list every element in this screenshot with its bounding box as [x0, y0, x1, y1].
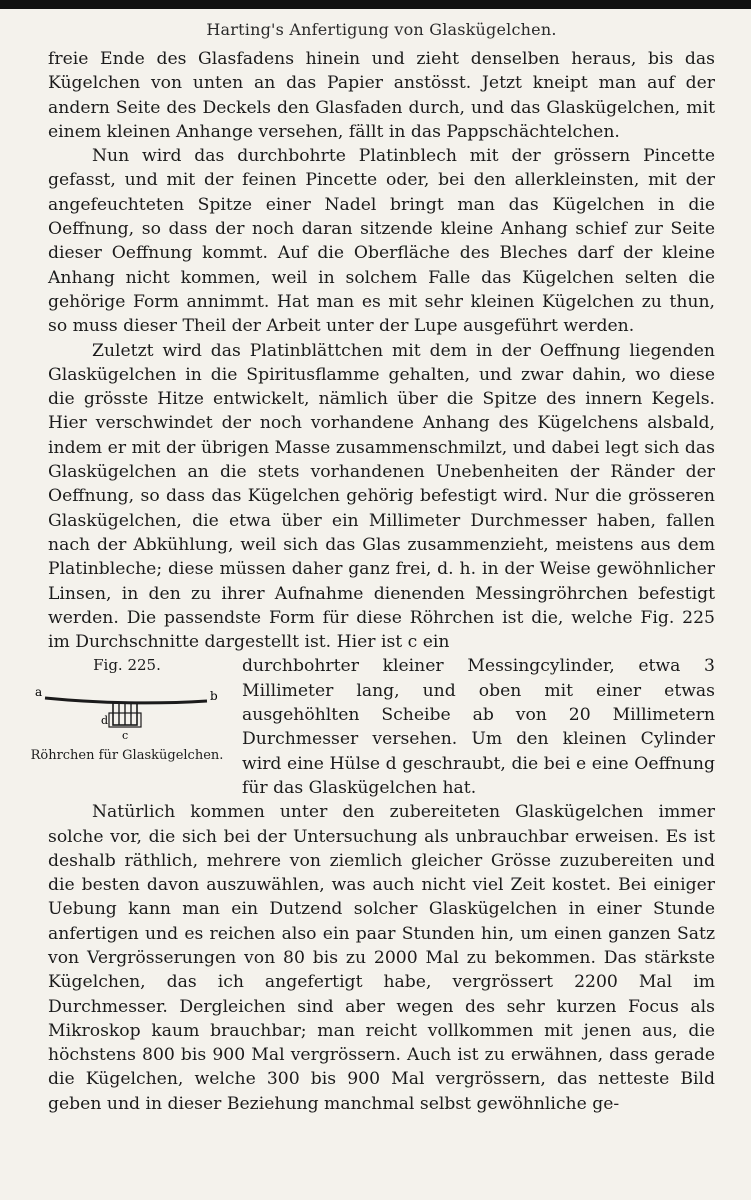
paragraph-3: Zuletzt wird das Platinblättchen mit dem in der Oeffnung liegenden Glaskügelchen in die Spiritusflamme gehalten, und zwar dahin, wo diese die grösste Hitze entwickelt, nämlich über die Spitze des innern Kegels. Hier verschwindet der noch vorhandene Anhang des Kügelchens alsbald, indem er mit der übrigen Masse zusammenschmilzt, und dabei legt sich das Glaskügelchen an die stets vorhandenen Unebenheiten der Ränder der Oeffnung, so dass das Kügelchen gehörig befestigt wird. Nur die grösseren Glaskügelchen, die etwa über ein Millimeter Durchmesser haben, fallen nach der Abkühlung, weil sich das Glas zusammenzieht, meistens aus dem Platinbleche; diese müssen daher ganz frei, d. h. in der Weise gewöhnlicher Linsen, in den zu ihrer Aufnahme dienenden Messingröhrchen befestigt werden. Die passendste Form für diese Röhrchen ist die, welche Fig. 225 im Durchschnitte dargestellt ist. Hier ist c ein — [48, 340, 715, 653]
figure-225-block — [30, 654, 715, 800]
paragraph-1: freie Ende des Glasfadens hinein und zieht denselben heraus, bis das Kügelchen von unten an das Papier anstösst. Jetzt kneipt man auf der andern Seite des Deckels den Glasfaden durch, und das Glaskügelchen, mit einem kleinen Anhange versehen, fällt in das Pappschächtelchen. — [48, 49, 715, 142]
disc-ab — [45, 698, 207, 703]
label-c: c — [122, 729, 129, 743]
paragraph-4: Natürlich kommen unter den zubereiteten Glaskügelchen immer solche vor, die sich bei der Untersuchung als unbrauchbar erweisen. Es ist deshalb räthlich, mehrere von ziemlich gleicher Grösse zuzubereiten und die besten davon auszuwählen, was auch nicht viel Zeit kostet. Bei einiger Uebung kann man ein Dutzend solcher Glaskügelchen in einer Stunde anfertigen und es reichen also ein paar Stunden hin, um einen ganzen Satz von Vergrösserungen von 80 bis zu 2000 Mal zu bekommen. Das stärkste Kügelchen, das ich angefertigt habe, vergrössert 2200 Mal im Durchmesser. Dergleichen sind aber wegen des sehr kurzen Focus als Mikroskop kaum brauchbar; man reicht vollkommen mit jenen aus, die höchstens 800 bis 900 Mal vergrössern. Auch ist zu erwähnen, dass gerade die Kügelchen, welche 300 bis 900 Mal vergrössern, das netteste Bild geben und in dieser Beziehung manchmal selbst gewöhnliche ge- — [48, 802, 715, 1114]
label-b: b — [210, 689, 218, 704]
figure-title: Fig. 225. — [93, 656, 161, 675]
figure-caption: Röhrchen für Glaskügelchen. — [30, 748, 224, 764]
figure-side-text — [242, 654, 715, 800]
paragraph-3-continued: durchbohrter kleiner Messingcylinder, etwa 3 Millimeter lang, und oben mit einer etwas ausgehöhlten Scheibe ab von 20 Millimetern Durchmesser versehen. Um den kleinen Cylinder wird eine Hülse d geschraubt, die bei e eine Oeffnung für das Glaskügelchen hat. — [242, 656, 715, 798]
figure-225-drawing — [27, 680, 227, 742]
label-a: a — [35, 685, 43, 700]
label-d: d — [101, 714, 109, 728]
paragraph-2: Nun wird das durchbohrte Platinblech mit der grössern Pincette gefasst, und mit der feinen Pincette oder, bei den allerkleinsten, mit der angefeuchteten Spitze einer Nadel bringt man das Kügelchen in die Oeffnung, so dass der noch daran sitzende kleine Anhang schief zur Seite dieser Oeffnung kommt. Auf die Oberfläche des Bleches darf der kleine Anhang nicht kommen, weil in solchem Falle das Kügelchen selten die gehörige Form annimmt. Hat man es mit sehr kleinen Kügelchen zu thun, so muss dieser Theil der Arbeit unter der Lupe ausgeführt werden. — [48, 146, 715, 337]
figure-225 — [18, 654, 236, 763]
running-head: Harting's Anfertigung von Glaskügelchen. — [206, 20, 557, 39]
